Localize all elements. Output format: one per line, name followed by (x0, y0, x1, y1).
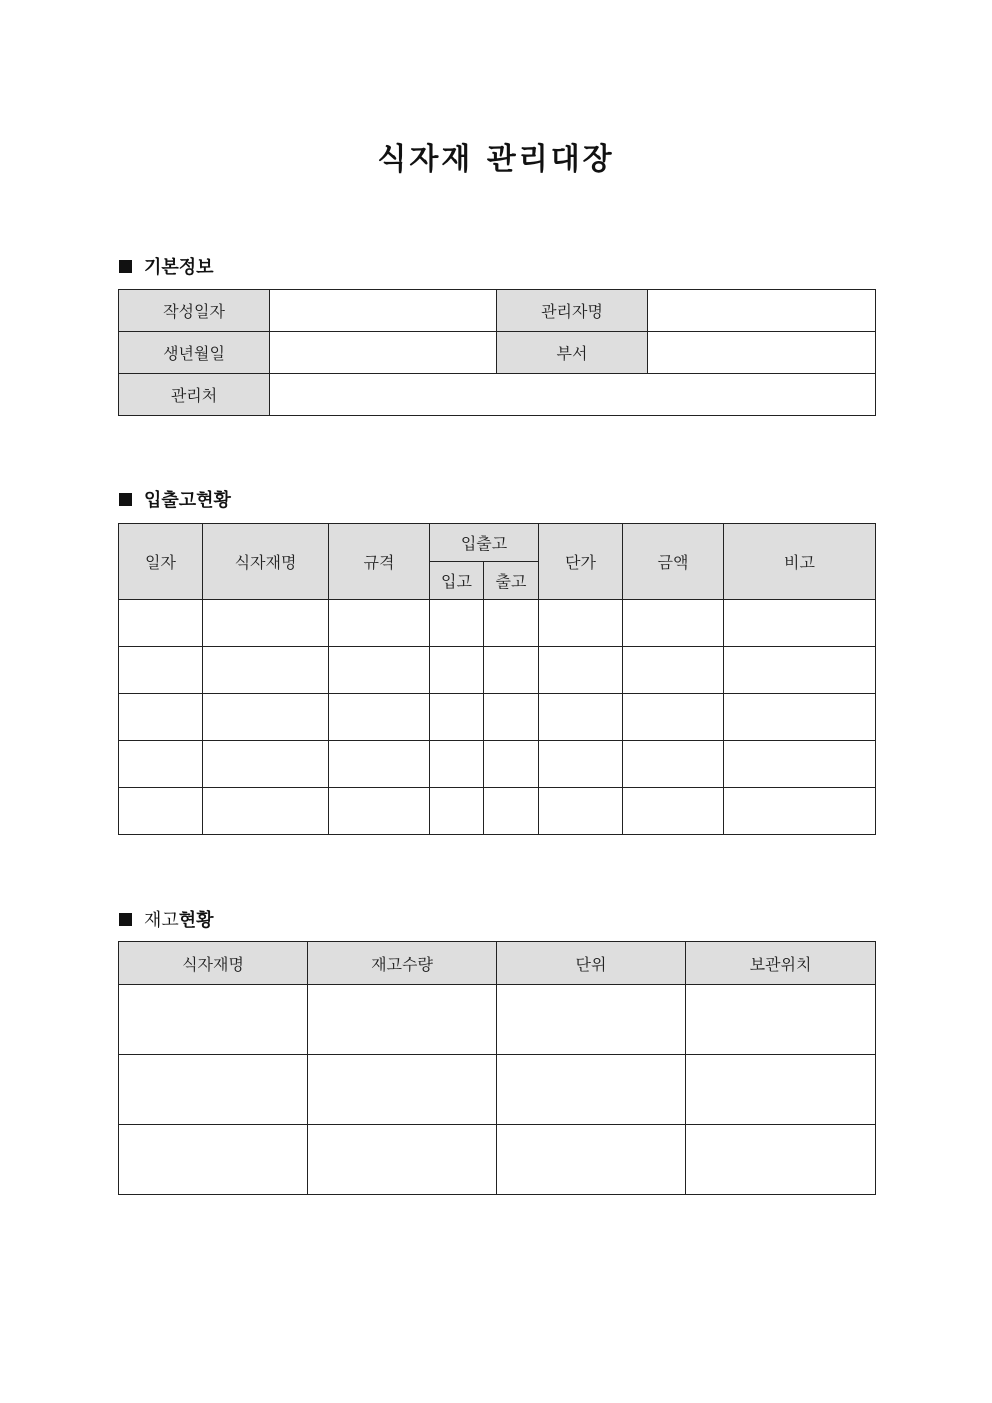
stock-table (118, 941, 876, 1195)
section-heading-label: 기본정보 (144, 257, 214, 278)
cell[interactable] (329, 600, 430, 647)
cell[interactable] (686, 985, 876, 1055)
cell[interactable] (203, 694, 329, 741)
cell[interactable] (484, 647, 539, 694)
header-date: 일자 (119, 524, 203, 600)
cell[interactable] (539, 647, 623, 694)
cell[interactable] (623, 647, 724, 694)
cell[interactable] (308, 985, 497, 1055)
cell[interactable] (539, 741, 623, 788)
cell[interactable] (484, 600, 539, 647)
cell[interactable] (497, 1055, 686, 1125)
cell[interactable] (484, 741, 539, 788)
cell[interactable] (724, 741, 876, 788)
label-manager-name: 관리자명 (497, 290, 648, 332)
header-out: 출고 (484, 562, 539, 600)
cell[interactable] (119, 788, 203, 835)
header-in: 입고 (430, 562, 484, 600)
section-heading-label: 입출고현황 (144, 490, 231, 511)
cell[interactable] (203, 647, 329, 694)
cell[interactable] (308, 1125, 497, 1195)
cell[interactable] (724, 647, 876, 694)
cell[interactable] (119, 741, 203, 788)
cell[interactable] (203, 741, 329, 788)
table-row (119, 985, 876, 1055)
cell[interactable] (724, 600, 876, 647)
cell[interactable] (497, 1125, 686, 1195)
basic-info-table (118, 289, 876, 416)
section-heading-stock (119, 906, 214, 932)
cell[interactable] (119, 985, 308, 1055)
cell[interactable] (539, 600, 623, 647)
cell[interactable] (119, 694, 203, 741)
table-row (119, 1055, 876, 1125)
label-supplier: 관리처 (119, 374, 270, 416)
cell[interactable] (203, 600, 329, 647)
cell[interactable] (686, 1125, 876, 1195)
label-birth-date: 생년월일 (119, 332, 270, 374)
table-row (119, 647, 876, 694)
cell[interactable] (724, 694, 876, 741)
cell[interactable] (623, 788, 724, 835)
square-bullet-icon (119, 913, 132, 926)
table-row (119, 600, 876, 647)
table-row (119, 694, 876, 741)
cell[interactable] (484, 694, 539, 741)
cell[interactable] (686, 1055, 876, 1125)
header-unit: 단위 (497, 942, 686, 985)
cell[interactable] (119, 1125, 308, 1195)
cell[interactable] (119, 1055, 308, 1125)
field-department[interactable] (648, 332, 876, 374)
section-heading-label-part1: 재고 (144, 910, 179, 931)
square-bullet-icon (119, 493, 132, 506)
label-date-written: 작성일자 (119, 290, 270, 332)
field-date-written[interactable] (270, 290, 497, 332)
cell[interactable] (623, 741, 724, 788)
header-stock-qty: 재고수량 (308, 942, 497, 985)
field-supplier[interactable] (270, 374, 876, 416)
cell[interactable] (329, 647, 430, 694)
cell[interactable] (724, 788, 876, 835)
page-title: 식자재 관리대장 (377, 142, 615, 177)
header-spec: 규격 (329, 524, 430, 600)
cell[interactable] (430, 647, 484, 694)
cell[interactable] (119, 600, 203, 647)
cell[interactable] (430, 694, 484, 741)
header-unit-price: 단가 (539, 524, 623, 600)
cell[interactable] (623, 600, 724, 647)
cell[interactable] (203, 788, 329, 835)
table-row (119, 741, 876, 788)
section-heading-basic-info (119, 253, 214, 279)
cell[interactable] (329, 694, 430, 741)
cell[interactable] (430, 600, 484, 647)
section-heading-label-part2: 현황 (178, 910, 214, 931)
cell[interactable] (329, 741, 430, 788)
label-department: 부서 (497, 332, 648, 374)
field-manager-name[interactable] (648, 290, 876, 332)
section-heading-inout (119, 486, 231, 512)
header-storage-location: 보관위치 (686, 942, 876, 985)
header-item-name: 식자재명 (119, 942, 308, 985)
header-note: 비고 (724, 524, 876, 600)
header-inout-group: 입출고 (430, 524, 539, 562)
cell[interactable] (539, 788, 623, 835)
cell[interactable] (430, 788, 484, 835)
cell[interactable] (539, 694, 623, 741)
cell[interactable] (329, 788, 430, 835)
cell[interactable] (119, 647, 203, 694)
table-row (119, 1125, 876, 1195)
cell[interactable] (430, 741, 484, 788)
cell[interactable] (497, 985, 686, 1055)
table-row (119, 788, 876, 835)
header-amount: 금액 (623, 524, 724, 600)
square-bullet-icon (119, 260, 132, 273)
header-item-name: 식자재명 (203, 524, 329, 600)
cell[interactable] (308, 1055, 497, 1125)
cell[interactable] (484, 788, 539, 835)
cell[interactable] (623, 694, 724, 741)
inout-table (118, 523, 876, 835)
field-birth-date[interactable] (270, 332, 497, 374)
